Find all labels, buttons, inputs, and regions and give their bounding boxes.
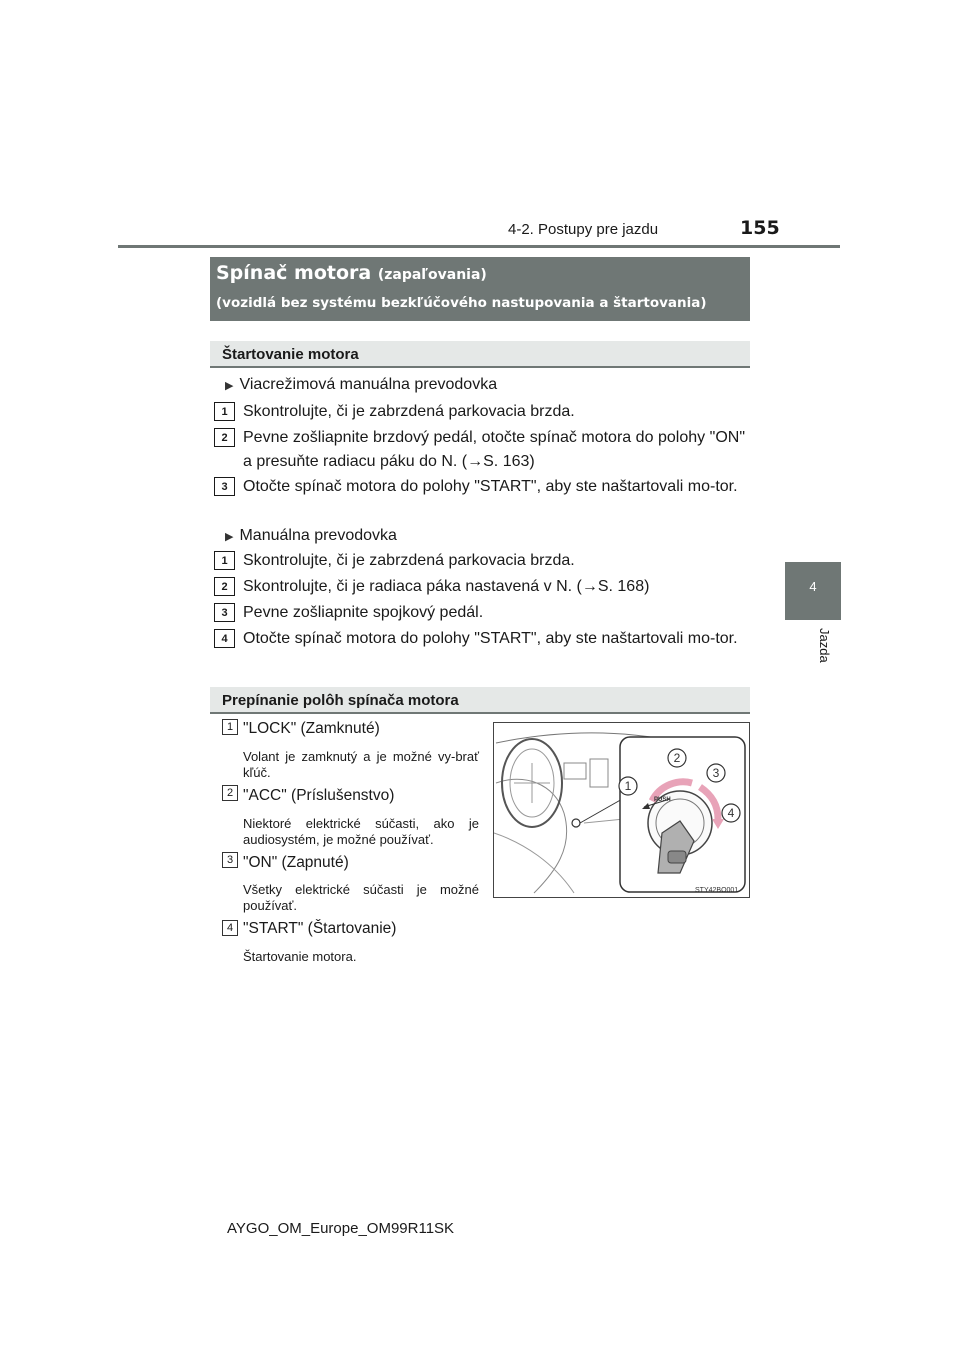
step-text: Otočte spínač motora do polohy "START", aby ste naštartovali mo-tor. [243, 478, 738, 495]
step-number: 1 [214, 551, 235, 570]
position-description: Volant je zamknutý a je možné vy-brať kľúč. [243, 749, 479, 780]
step-number: 4 [214, 629, 235, 648]
step-number: 1 [214, 402, 235, 421]
callout-1 [619, 777, 637, 795]
svg-text:3: 3 [712, 766, 720, 780]
svg-text:1: 1 [624, 779, 632, 793]
callout-4 [722, 804, 740, 822]
position-description: Niektoré elektrické súčasti, ako je audiosystém, je možné používať. [243, 816, 479, 847]
callout-number: 3 [222, 852, 238, 868]
callout-number: 1 [222, 719, 238, 735]
svg-text:2: 2 [673, 751, 681, 765]
callout-3 [707, 764, 725, 782]
section-heading-starting: Štartovanie motora [210, 341, 750, 368]
ignition-diagram [494, 723, 749, 897]
callout-2 [668, 749, 686, 767]
chapter-tab: 4 [785, 562, 841, 620]
step-text: Otočte spínač motora do polohy "START", aby ste naštartovali mo-tor. [243, 630, 738, 647]
position-description: Všetky elektrické súčasti je možné používať. [243, 882, 479, 913]
step-text: Skontrolujte, či je radiaca páka nastavená v N. (→S. 168) [243, 578, 650, 595]
page-number: 155 [740, 217, 780, 239]
step-number: 3 [214, 477, 235, 496]
document-id: AYGO_OM_Europe_OM99R11SK [227, 1220, 455, 1237]
callout-number: 2 [222, 785, 238, 801]
step-number: 3 [214, 603, 235, 622]
step-text: Pevne zošliapnite spojkový pedál. [243, 604, 484, 621]
illustration-code: STY42BO001 [695, 887, 739, 894]
title-bar [210, 257, 750, 321]
ignition-illustration [493, 722, 750, 898]
chapter-label: Jazda [817, 628, 832, 663]
push-label: PUSH [654, 797, 671, 803]
bullet-triangle-icon: ▶ [225, 531, 234, 543]
page-title [216, 262, 487, 284]
callout-number: 4 [222, 920, 238, 936]
section-heading-positions: Prepínanie polôh spínača motora [210, 687, 750, 714]
position-title: "ACC" (Príslušenstvo) [243, 787, 395, 804]
position-title: "ON" (Zapnuté) [243, 854, 349, 871]
svg-text:4: 4 [727, 806, 735, 820]
bullet-triangle-icon: ▶ [225, 380, 234, 392]
step-text: Pevne zošliapnite brzdový pedál, otočte spínač motora do polohy "ON" a presuňte radiacu páku do N. (→S. 163) [243, 429, 745, 470]
position-description: Štartovanie motora. [243, 949, 357, 964]
page-subtitle: (vozidlá bez systému bezkľúčového nastupovania a štartovania) [216, 295, 707, 311]
step-text: Skontrolujte, či je zabrzdená parkovacia brzda. [243, 403, 575, 420]
header-rule [118, 245, 840, 248]
group-label-manual: ▶ Manuálna prevodovka [225, 527, 397, 544]
position-title: "START" (Štartovanie) [243, 920, 397, 937]
group-label-multimode: ▶ Viacrežimová manuálna prevodovka [225, 376, 498, 393]
page-title-main: Spínač motora [216, 262, 372, 284]
step-number: 2 [214, 428, 235, 447]
step-number: 2 [214, 577, 235, 596]
page-title-paren: (zapaľovania) [377, 267, 487, 283]
section-header: 4-2. Postupy pre jazdu [508, 221, 659, 238]
step-text: Skontrolujte, či je zabrzdená parkovacia brzda. [243, 552, 575, 569]
position-title: "LOCK" (Zamknuté) [243, 720, 380, 737]
